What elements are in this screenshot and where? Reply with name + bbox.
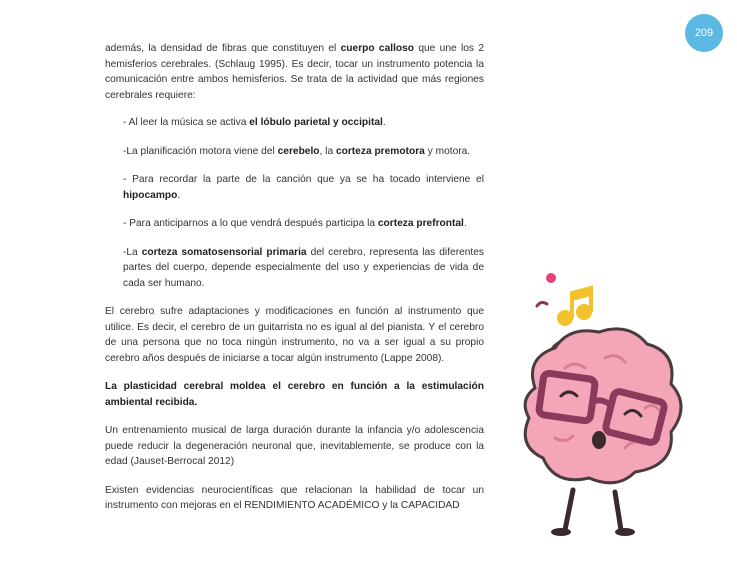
list-item: -La corteza somatosensorial primaria del cerebro, representa las diferentes partes del cuerpo, depende especialmente del uso y experiencias de vida de cada ser humano. (123, 246, 485, 289)
paragraph-plasticity: La plasticidad cerebral moldea el cerebro en función a la estimulación ambiental recibida. (105, 381, 484, 408)
list-item: -La planificación motora viene del cerebelo, la corteza premotora y motora. (123, 145, 471, 157)
paragraph-evidence: Existen evidencias neurocientíficas que relacionan la habilidad de tocar un instrumento con mejoras en el RENDIMIENTO ACADÉMICO y la CAPACIDAD (105, 484, 484, 511)
list-item: - Para recordar la parte de la canción que ya se ha tocado interviene el hipocampo. (123, 174, 484, 201)
list-item: - Para anticiparnos a lo que vendrá después participa la corteza prefrontal. (123, 218, 467, 229)
paragraph-intro: además, la densidad de fibras que constituyen el cuerpo calloso que une los 2 hemisferios cerebrales. (Schlaug 1995). Es decir, tocar un instrumento potencia la comunicación entre ambos hemisferios. Se trata de la actividad que más regiones cerebrales requiere: (105, 43, 484, 101)
brain-regions-list (123, 115, 484, 291)
page-number-badge: 209 (685, 14, 723, 52)
music-notes-icon (537, 273, 592, 326)
body-text (105, 41, 484, 527)
brain-with-glasses-illustration (495, 268, 695, 538)
list-item: - Al leer la música se activa el lóbulo parietal y occipital. (123, 117, 386, 128)
brain-icon (525, 329, 681, 483)
paragraph-training: Un entrenamiento musical de larga duración durante la infancia y/o adolescencia puede reducir la degeneración neuronal que, inevitablemente, se produce con la edad (Jauset-Berrocal 2012) (105, 425, 484, 467)
paragraph-adaptation: El cerebro sufre adaptaciones y modificaciones en función al instrumento que utilice. Es decir, el cerebro de un guitarrista no es igual al del pianista. Y el cerebro de una persona que no toca ningún instrumento, no va a ser igual a su propio cerebro años después de iniciarse a tocar algún instrumento (Lappe 2008). (105, 306, 484, 364)
